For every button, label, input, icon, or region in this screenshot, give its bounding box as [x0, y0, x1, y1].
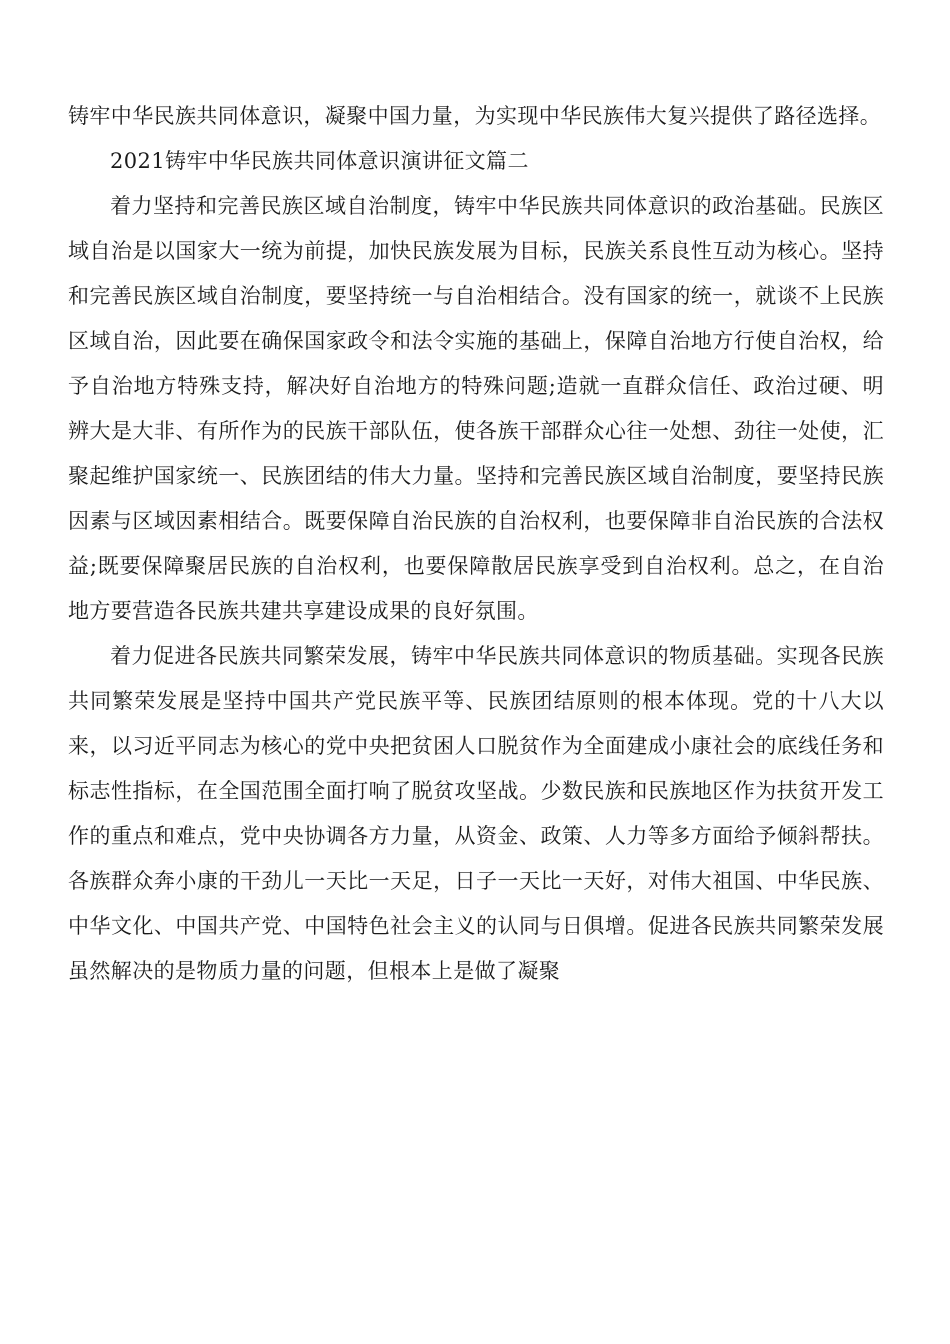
- continuation-paragraph: 铸牢中华民族共同体意识，凝聚中国力量，为实现中华民族伟大复兴提供了路径选择。: [68, 104, 882, 128]
- body-paragraph-material-foundation: 着力促进各民族共同繁荣发展，铸牢中华民族共同体意识的物质基础。实现各民族共同繁荣发展是坚持中国共产党民族平等、民族团结原则的根本体现。党的十八大以来，以习近平同志为核心的党中央把贫困人口脱贫作为全面建成小康社会的底线任务和标志性指标，在全国范围全面打响了脱贫攻坚战。少数民族和民族地区作为扶贫开发工作的重点和难点，党中央协调各方力量，从资金、政策、人力等多方面给予倾斜帮扶。各族群众奔小康的干劲儿一天比一天足，日子一天比一天好，对伟大祖国、中华民族、中华文化、中国共产党、中国特色社会主义的认同与日俱增。促进各民族共同繁荣发展虽然解决的是物质力量的问题，但根本上是做了凝聚: [68, 644, 884, 983]
- document-body: [68, 94, 884, 994]
- section-heading: 2021铸牢中华民族共同体意识演讲征文篇二: [110, 149, 529, 173]
- body-paragraph-political-foundation: 着力坚持和完善民族区域自治制度，铸牢中华民族共同体意识的政治基础。民族区域自治是以国家大一统为前提，加快民族发展为目标，民族关系良性互动为核心。坚持和完善民族区域自治制度，要坚持统一与自治相结合。没有国家的统一，就谈不上民族区域自治，因此要在确保国家政令和法令实施的基础上，保障自治地方行使自治权，给予自治地方特殊支持，解决好自治地方的特殊问题;造就一直群众信任、政治过硬、明辨大是大非、有所作为的民族干部队伍，使各族干部群众心往一处想、劲往一处使，汇聚起维护国家统一、民族团结的伟大力量。坚持和完善民族区域自治制度，要坚持民族因素与区域因素相结合。既要保障自治民族的自治权利，也要保障非自治民族的合法权益;既要保障聚居民族的自治权利，也要保障散居民族享受到自治权利。总之，在自治地方要营造各民族共建共享建设成果的良好氛围。: [68, 194, 884, 623]
